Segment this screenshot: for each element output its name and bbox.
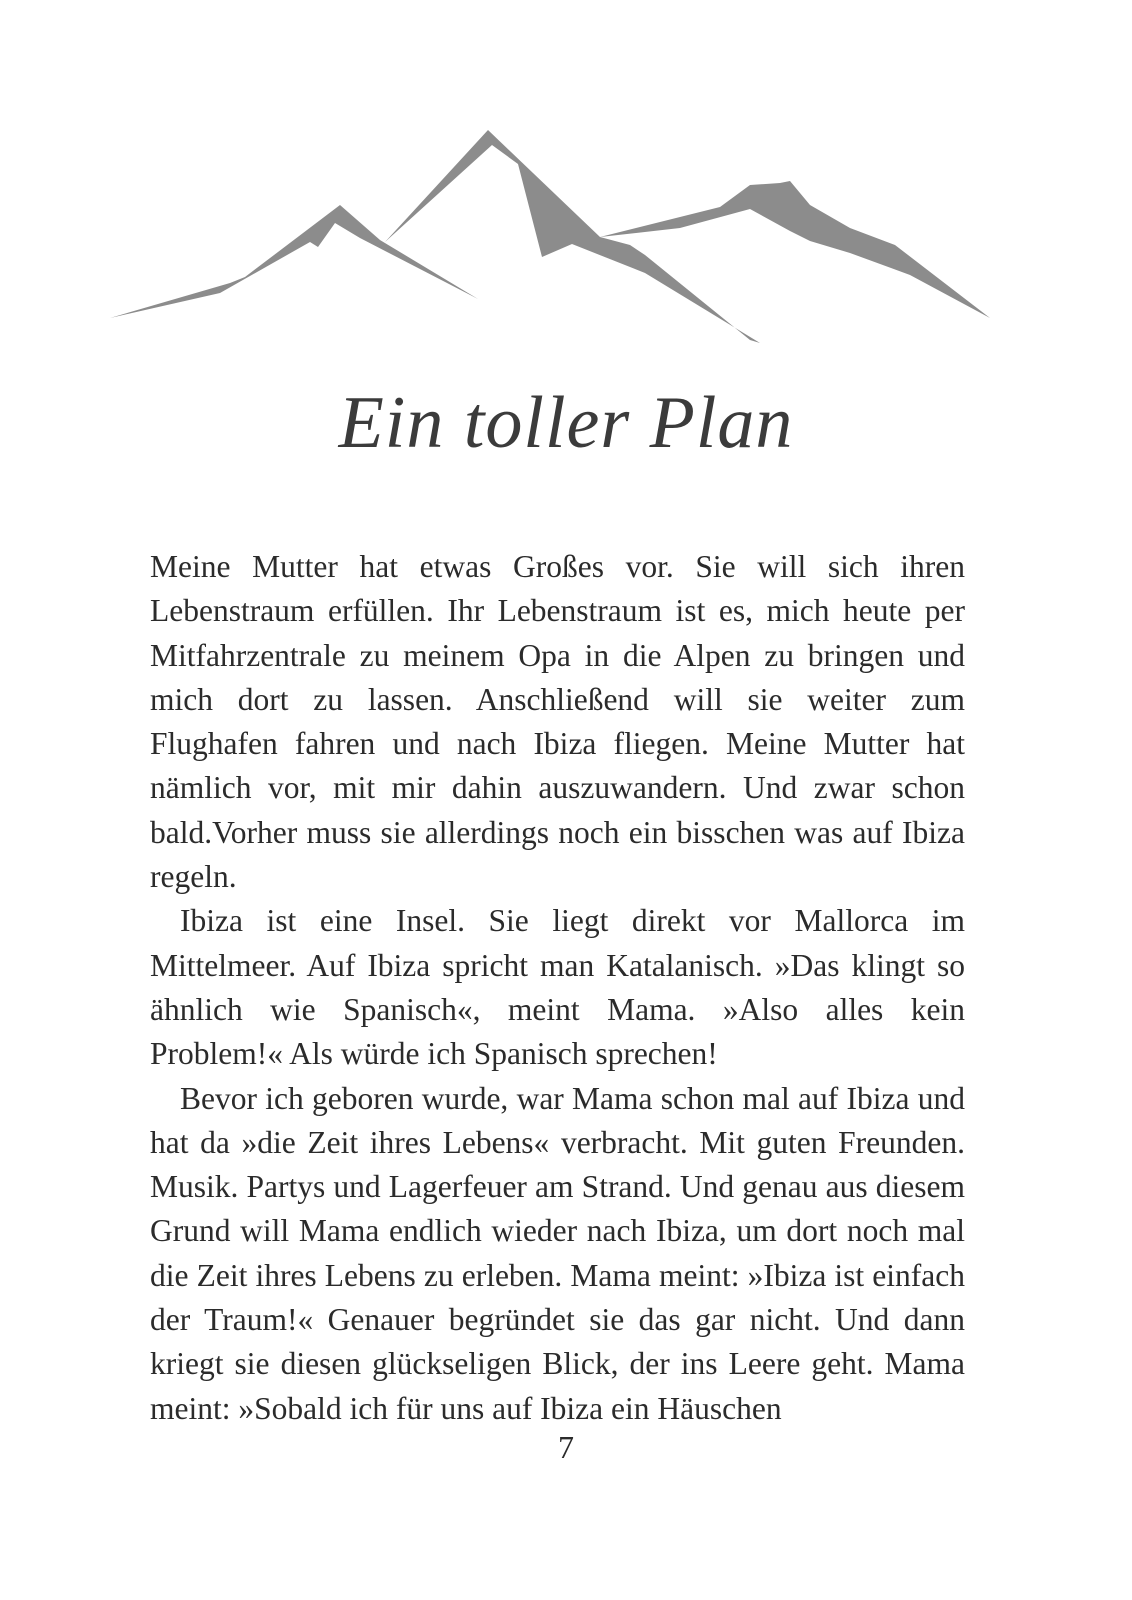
mountain-range-icon bbox=[110, 125, 1010, 355]
mountain-right-peak bbox=[600, 181, 990, 318]
mountain-center-peak bbox=[385, 130, 760, 343]
paragraph: Bevor ich geboren wurde, war Mama schon mal auf Ibiza und hat da »die Zeit ihres Lebens« verbracht. Mit guten Freunden. Musik. Partys und Lagerfeuer am Strand. Und genau aus diesem Grund will Mama endlich wieder nach Ibiza, um dort noch mal die Zeit ihres Lebens zu erleben. Mama meint: »Ibiza ist einfach der Traum!« Genauer begründet sie das gar nicht. Und dann kriegt sie diesen glückseligen Blick, der ins Leere geht. Mama meint: »Sobald ich für uns auf Ibiza ein Häuschen bbox=[150, 1080, 965, 1426]
chapter-title: Ein toller Plan bbox=[338, 382, 794, 464]
body-text bbox=[150, 545, 965, 1431]
page-number: 7 bbox=[558, 1429, 574, 1465]
paragraph: Meine Mutter hat etwas Großes vor. Sie will sich ihren Lebenstraum erfüllen. Ihr Lebenstraum ist es, mich heute per Mitfahrzentrale zu meinem Opa in die Alpen zu bringen und mich dort zu lassen. Anschließend will sie weiter zum Flughafen fahren und nach Ibiza fliegen. Meine Mutter hat nämlich vor, mit mir dahin auszuwandern. Und zwar schon bald.Vorher muss sie allerdings noch ein bisschen was auf Ibiza regeln. bbox=[150, 549, 965, 895]
mountain-left-peak bbox=[110, 205, 478, 318]
paragraph: Ibiza ist eine Insel. Sie liegt direkt vor Mallorca im Mittelmeer. Auf Ibiza spricht man Katalanisch. »Das klingt so ähnlich wie Spanisch«, meint Mama. »Also alles kein Problem!« Als würde ich Spanisch sprechen! bbox=[150, 903, 965, 1072]
